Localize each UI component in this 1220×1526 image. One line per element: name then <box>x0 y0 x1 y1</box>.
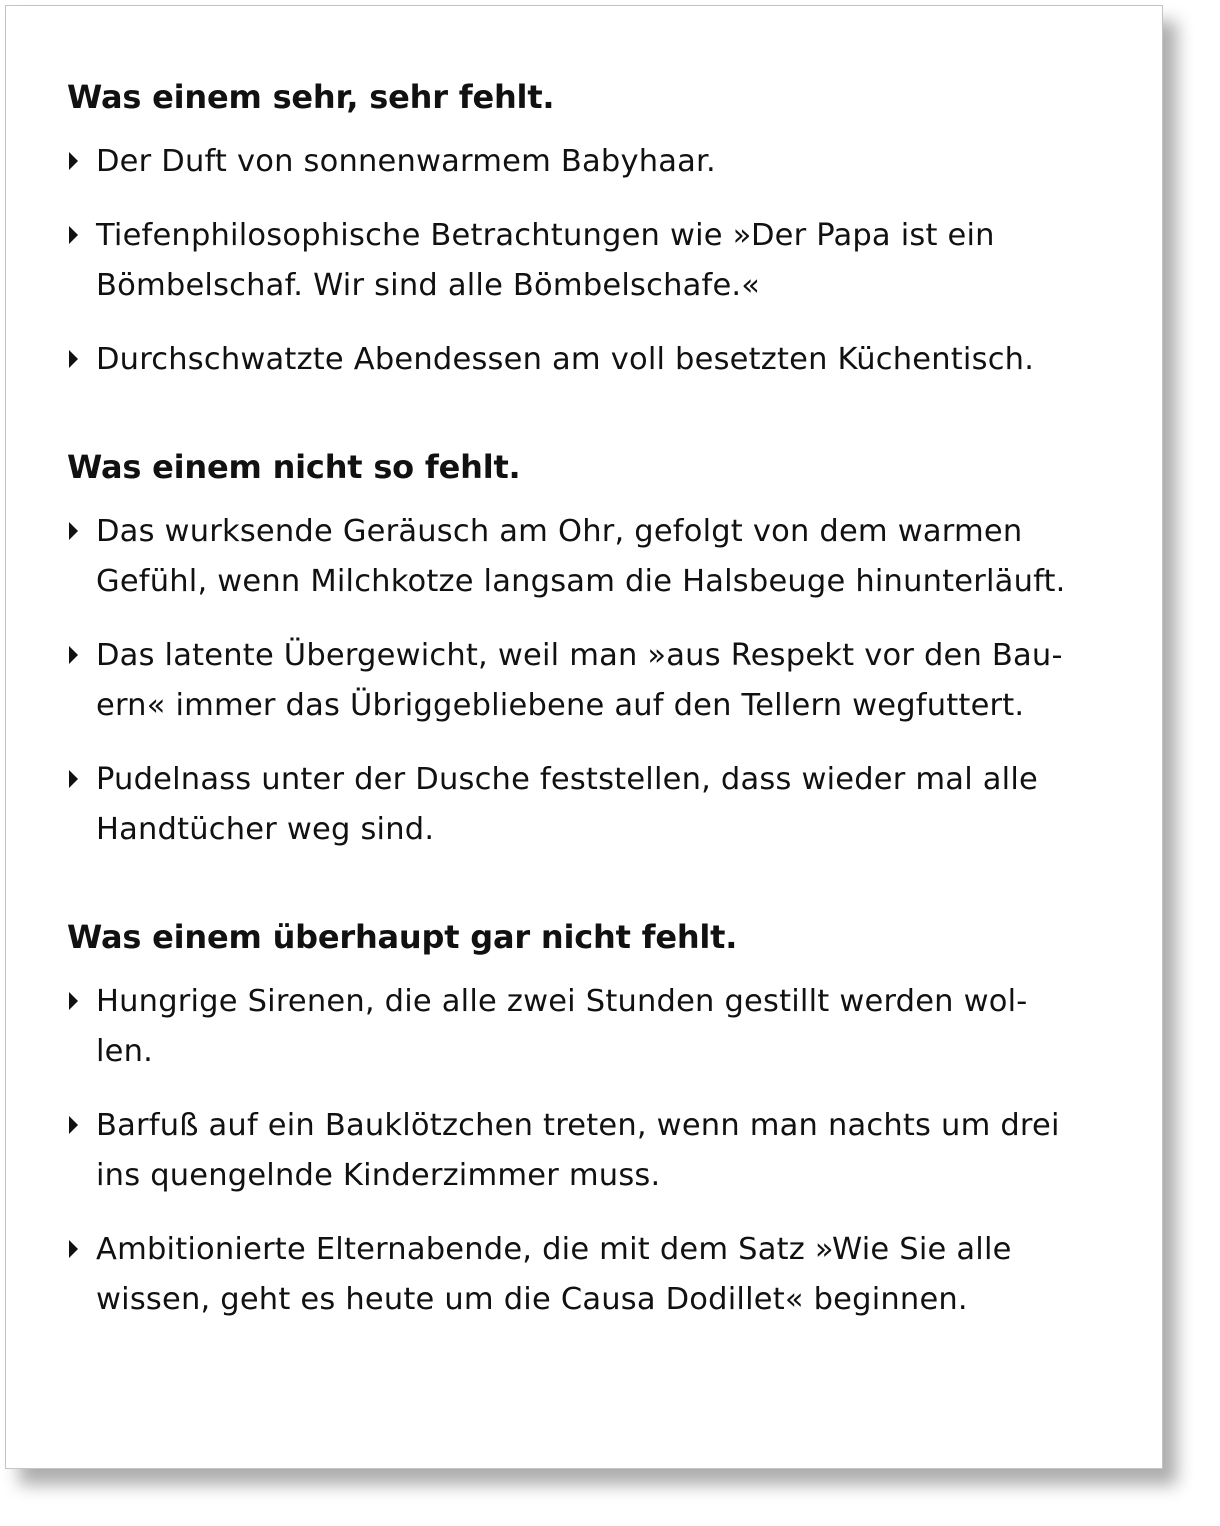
item-line: ern« immer das Übriggebliebene auf den Tellern wegfuttert. <box>96 688 1025 723</box>
bullet-list <box>67 507 1127 855</box>
triangle-right-icon <box>69 992 78 1010</box>
list-item <box>67 977 1127 1077</box>
section-sehr-fehlt <box>67 66 1127 385</box>
item-line: Pudelnass unter der Dusche feststellen, dass wieder mal alle <box>96 762 1038 797</box>
list-item <box>67 631 1127 731</box>
list-item <box>67 1225 1127 1325</box>
item-line: Ambitionierte Elternabende, die mit dem Satz »Wie Sie alle <box>96 1232 1012 1267</box>
item-line: Das wurksende Geräusch am Ohr, gefolgt von dem warmen <box>96 514 1023 549</box>
triangle-right-icon <box>69 646 78 664</box>
item-line: Bömbelschaf. Wir sind alle Bömbelschafe.« <box>96 268 761 303</box>
section-heading: Was einem überhaupt gar nicht fehlt. <box>67 918 738 956</box>
list-item <box>67 137 1127 187</box>
bullet-list <box>67 977 1127 1325</box>
list-item <box>67 755 1127 855</box>
item-line: Der Duft von sonnenwarmem Babyhaar. <box>96 144 716 179</box>
section-gar-nicht-fehlt <box>67 906 1127 1325</box>
item-line: Tiefenphilosophische Betrachtungen wie »Der Papa ist ein <box>96 218 995 253</box>
triangle-right-icon <box>69 770 78 788</box>
item-line: Das latente Übergewicht, weil man »aus Respekt vor den Bau- <box>96 638 1063 673</box>
item-line: wissen, geht es heute um die Causa Dodillet« beginnen. <box>96 1282 968 1317</box>
triangle-right-icon <box>69 1240 78 1258</box>
list-item <box>67 211 1127 311</box>
triangle-right-icon <box>69 522 78 540</box>
item-line: Barfuß auf ein Bauklötzchen treten, wenn man nachts um drei <box>96 1108 1060 1143</box>
item-line: ins quengelnde Kinderzimmer muss. <box>96 1158 661 1193</box>
bullet-list <box>67 137 1127 385</box>
item-line: Handtücher weg sind. <box>96 812 435 847</box>
item-line: len. <box>96 1034 154 1069</box>
item-line: Hungrige Sirenen, die alle zwei Stunden gestillt werden wol- <box>96 984 1028 1019</box>
triangle-right-icon <box>69 226 78 244</box>
item-line: Gefühl, wenn Milchkotze langsam die Halsbeuge hinunterläuft. <box>96 564 1066 599</box>
document-page <box>5 5 1163 1469</box>
section-heading: Was einem nicht so fehlt. <box>67 448 521 486</box>
section-heading: Was einem sehr, sehr fehlt. <box>67 78 555 116</box>
page-content <box>67 66 1127 1376</box>
list-item <box>67 1101 1127 1201</box>
section-nicht-so-fehlt <box>67 436 1127 855</box>
triangle-right-icon <box>69 350 78 368</box>
list-item <box>67 507 1127 607</box>
item-line: Durchschwatzte Abendessen am voll besetzten Küchentisch. <box>96 342 1035 377</box>
list-item <box>67 335 1127 385</box>
triangle-right-icon <box>69 152 78 170</box>
triangle-right-icon <box>69 1116 78 1134</box>
